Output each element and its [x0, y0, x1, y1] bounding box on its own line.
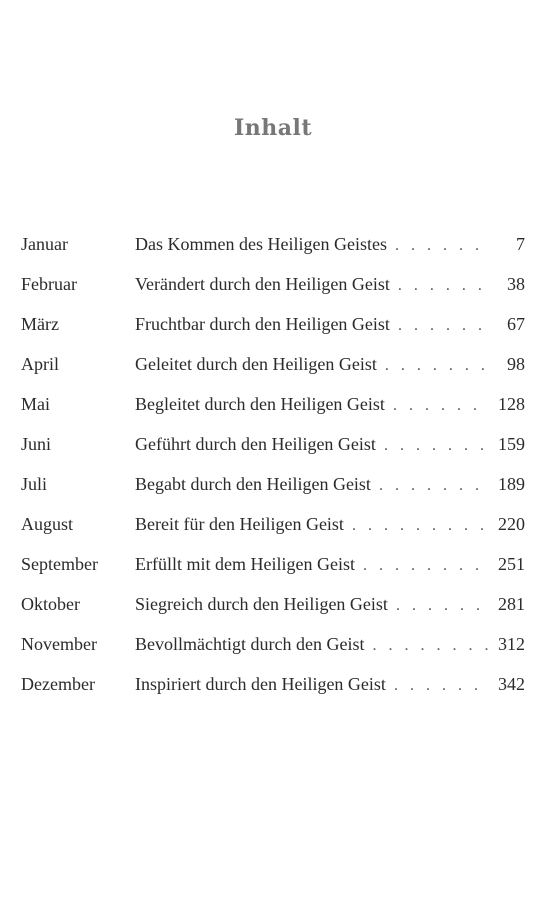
toc-entry [135, 474, 498, 495]
toc-page-number: 98 [507, 353, 525, 374]
toc-entry [135, 594, 498, 615]
toc-month: Juni [21, 433, 52, 454]
toc-row [21, 584, 525, 624]
toc-page-number: 189 [498, 473, 525, 494]
toc-entry [135, 514, 498, 535]
toc-month: Oktober [21, 593, 80, 614]
toc-month: April [21, 353, 59, 374]
toc-page-number: 159 [498, 433, 525, 454]
toc-row [21, 664, 525, 704]
toc-entry-title: Fruchtbar durch den Heiligen Geist [135, 313, 390, 334]
dot-leader [384, 437, 488, 455]
toc-page-number: 38 [507, 273, 525, 294]
toc-entry [135, 554, 498, 575]
toc-page-number: 7 [516, 233, 525, 254]
toc-month: August [21, 513, 74, 534]
toc-entry-title: Verändert durch den Heiligen Geist [135, 273, 390, 294]
toc-entry-title: Geleitet durch den Heiligen Geist [135, 353, 377, 374]
toc-row [21, 384, 525, 424]
toc-entry [135, 434, 498, 455]
toc-entry-title: Inspiriert durch den Heiligen Geist [135, 673, 386, 694]
toc-entry-title: Das Kommen des Heiligen Geistes [135, 233, 387, 254]
toc-entry-title: Begabt durch den Heiligen Geist [135, 473, 371, 494]
toc-page-number: 220 [498, 513, 525, 534]
toc-month: Dezember [21, 673, 95, 694]
toc-page-number: 312 [498, 633, 525, 654]
toc-page-number: 128 [498, 393, 525, 414]
toc-entry [135, 274, 499, 295]
toc-row [21, 624, 525, 664]
toc-month: Februar [21, 273, 77, 294]
toc-month: September [21, 553, 98, 574]
toc-page-number: 67 [507, 313, 525, 334]
toc-row [21, 224, 525, 264]
dot-leader [393, 397, 488, 415]
toc-row [21, 344, 525, 384]
toc-entry [135, 394, 498, 415]
dot-leader [398, 277, 489, 295]
toc-entry-title: Bevollmächtigt durch den Geist [135, 633, 365, 654]
toc-entry-title: Bereit für den Heiligen Geist [135, 513, 344, 534]
dot-leader [352, 517, 488, 535]
toc-row [21, 264, 525, 304]
toc-entry [135, 314, 499, 335]
toc-entry-title: Erfüllt mit dem Heiligen Geist [135, 553, 355, 574]
toc-row [21, 544, 525, 584]
toc-entry-title: Geführt durch den Heiligen Geist [135, 433, 376, 454]
toc-entry [135, 674, 498, 695]
toc-row [21, 304, 525, 344]
dot-leader [396, 597, 488, 615]
toc-entry [135, 354, 499, 375]
dot-leader [398, 317, 489, 335]
dot-leader [395, 237, 489, 255]
page-title: Inhalt [233, 115, 313, 141]
dot-leader [394, 677, 488, 695]
table-of-contents [21, 224, 525, 704]
toc-month: November [21, 633, 97, 654]
toc-page-number: 251 [498, 553, 525, 574]
toc-entry-title: Begleitet durch den Heiligen Geist [135, 393, 385, 414]
toc-entry [135, 234, 499, 255]
toc-entry-title: Siegreich durch den Heiligen Geist [135, 593, 388, 614]
toc-month: Juli [21, 473, 48, 494]
toc-page-number: 342 [498, 673, 525, 694]
toc-row [21, 464, 525, 504]
dot-leader [363, 557, 488, 575]
dot-leader [379, 477, 488, 495]
toc-month: Mai [21, 393, 50, 414]
toc-month: Januar [21, 233, 68, 254]
toc-entry [135, 634, 498, 655]
toc-row [21, 504, 525, 544]
toc-row [21, 424, 525, 464]
dot-leader [372, 637, 488, 655]
dot-leader [385, 357, 489, 375]
toc-month: März [21, 313, 59, 334]
toc-page-number: 281 [498, 593, 525, 614]
